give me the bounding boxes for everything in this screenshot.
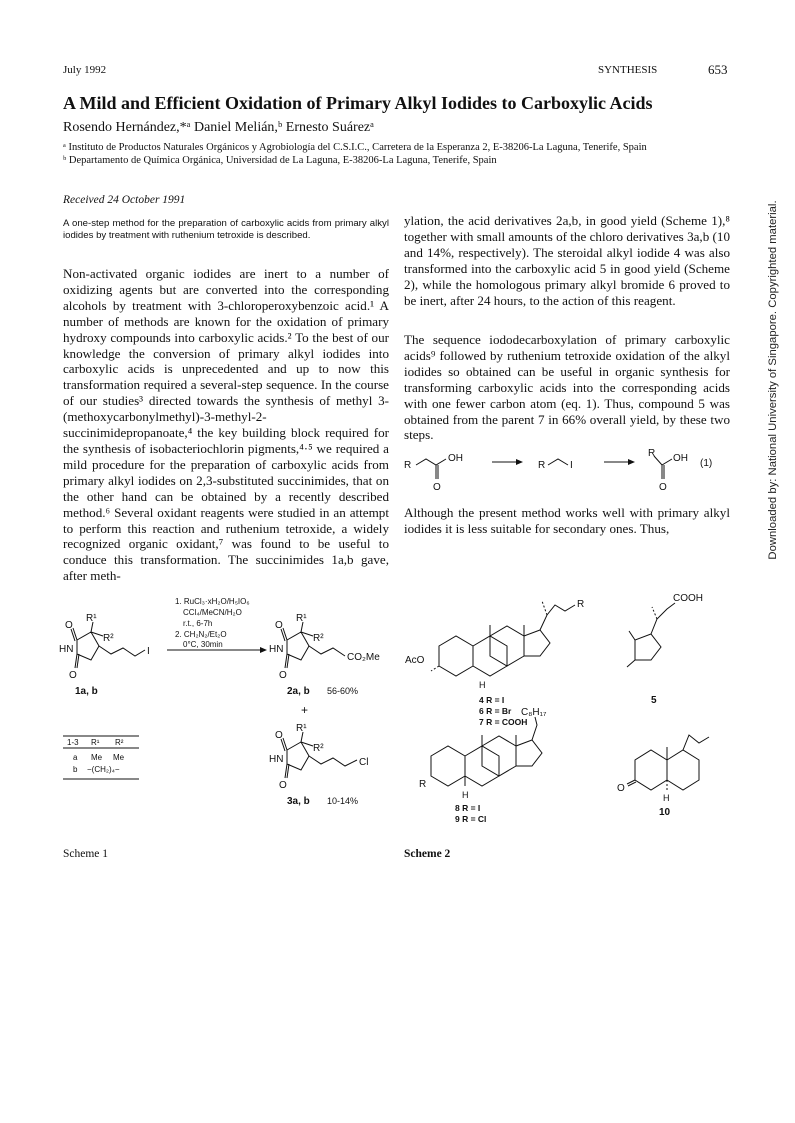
condition-2: CCl₄/MeCN/H₂O xyxy=(183,608,242,617)
authors: Rosendo Hernández,*ᵃ Daniel Melián,ᵇ Ernesto Suárezᵃ xyxy=(63,120,374,135)
compound-5-ring xyxy=(635,634,661,660)
steroid-a-r: R xyxy=(577,599,585,610)
table-row-a-r2: Me xyxy=(113,753,125,762)
compound-5-cooh: COOH xyxy=(673,593,703,604)
affiliation-b: ᵇ Departamento de Química Orgánica, Universidad de La Laguna, E-38206-La Laguna, Tenerife, Spain xyxy=(63,155,497,166)
steroid-a-ring-a xyxy=(439,636,473,676)
download-notice xyxy=(758,80,788,680)
compound-1-label: 1a, b xyxy=(75,686,98,697)
c1-r2: R² xyxy=(103,633,114,644)
header-page-number: 653 xyxy=(708,62,728,77)
scheme-2 xyxy=(405,555,750,855)
c2-o-bottom: O xyxy=(279,670,287,681)
c1-hn: HN xyxy=(59,644,74,655)
succinimide-ring-3 xyxy=(287,742,309,770)
compound-7-label: 7 R = COOH xyxy=(479,717,528,727)
table-row-b-id: b xyxy=(73,765,78,774)
c2-co2me: CO₂Me xyxy=(347,652,380,663)
eq-i2: I xyxy=(570,460,573,471)
compound-3-yield: 10-14% xyxy=(327,796,359,806)
c3-r1: R¹ xyxy=(296,723,307,734)
c3-cl: Cl xyxy=(359,757,369,768)
compound-10-o: O xyxy=(617,783,625,794)
c3-hn: HN xyxy=(269,754,284,765)
equation-1 xyxy=(404,448,734,498)
compound-10-h: H xyxy=(663,793,670,803)
succinimide-ring-1 xyxy=(77,632,99,660)
header-date: July 1992 xyxy=(63,64,107,76)
condition-3: r.t., 6-7h xyxy=(183,619,213,628)
c1-o-top: O xyxy=(65,620,73,631)
compound-5-label: 5 xyxy=(651,695,657,706)
scheme-1-caption: Scheme 1 xyxy=(63,848,109,860)
body-paragraph-right-1: ylation, the acid derivatives 2a,b, in good yield (Scheme 1),⁸ together with small amounts of the chloro derivatives 3a,b (10 and 14%, respectively). The steroidal alkyl iodide 4 was also transformed into the carboxylic acid 5 in good yield (Scheme 2), while the homologous primary alkyl bromide 6 proved to be inert, after 24 hours, to the action of this reagent. xyxy=(404,213,730,308)
c2-o-top: O xyxy=(275,620,283,631)
compound-10-label: 10 xyxy=(659,807,671,818)
c1-o-bottom: O xyxy=(69,670,77,681)
c1-i: I xyxy=(147,646,150,657)
steroid-b-h: H xyxy=(462,790,469,800)
steroid-a-aco: AcO xyxy=(405,655,425,666)
download-notice-text: Downloaded by: National University of Singapore. Copyrighted material. xyxy=(767,200,779,560)
table-header-r2: R² xyxy=(115,738,124,747)
eq-oh3: OH xyxy=(673,453,688,464)
eq-chain-1 xyxy=(416,459,446,465)
body-paragraph-right-3: Although the present method works well with primary alkyl iodides it is less suitable for secondary ones. Thus, xyxy=(404,505,730,536)
header-journal: SYNTHESIS xyxy=(598,64,658,76)
received-date: Received 24 October 1991 xyxy=(63,194,186,206)
condition-4: 2. CH₂N₂/Et₂O xyxy=(175,630,227,639)
eq-number: (1) xyxy=(700,458,713,469)
c2-hn: HN xyxy=(269,644,284,655)
c1-r1: R¹ xyxy=(86,613,97,624)
body-paragraph-left: Non-activated organic iodides are inert to a number of oxidizing agents but are converted into the corresponding alcohols by treatment with 3-chloroperoxybenzoic acid.¹ A number of methods are known for the oxidation of primary hydroxy compounds into carboxylic acids.² To the best of our knowledge the conversion of primary alkyl iodides into carboxylic acids is unprecedented and up to now this transformation required a several-step sequence. In the course of our studies³ directed towards the synthesis of methyl 3-(methoxycarbonylmethyl)-3-methyl-2-succinimidepropanoate,⁴ the key building block required for the synthesis of isobacteriochlorin pigments,⁴·⁵ we required a mild procedure for the preparation of carboxylic acids from primary alkyl iodides on 2,3-substituted succinimides, that on the other hand can be obtained by a recently described method.⁶ Several oxidant reagents were studied in an attempt to perform this reaction and ruthenium tetroxide, a widely recognized organic oxidant,⁷ was found to be useful to conduce this transformation. The succinimides 1a,b gave, after meth- xyxy=(63,266,389,584)
body-paragraph-right-2: The sequence iododecarboxylation of primary carboxylic acids⁹ followed by ruthenium tetroxide oxidation of the alkyl iodides so obtained can be useful in organic synthesis for transforming carboxylic acids into the corresponding acids with one fewer carbon atom (eq. 1). Thus, compound 5 was obtained from the parent 7 in 66% overall yield, by these two steps. xyxy=(404,332,730,443)
c3-r2: R² xyxy=(313,743,324,754)
compound-8-label: 8 R = I xyxy=(455,803,481,813)
article-title: A Mild and Efficient Oxidation of Primary Alkyl Iodides to Carboxylic Acids xyxy=(63,93,653,113)
steroid-a-h: H xyxy=(479,680,486,690)
compound-9-label: 9 R = Cl xyxy=(455,814,487,824)
c3-o-bottom: O xyxy=(279,780,287,791)
steroid-b-r: R xyxy=(419,779,427,790)
eq-o3: O xyxy=(659,482,667,493)
c3-o-top: O xyxy=(275,730,283,741)
table-header-compound: 1-3 xyxy=(67,738,79,747)
abstract: A one-step method for the preparation of carboxylic acids from primary alkyl iodides by treatment with ruthenium tetroxide is described. xyxy=(63,218,389,241)
eq-oh1: OH xyxy=(448,453,463,464)
plus-sign: + xyxy=(301,703,309,717)
compound-4-label: 4 R = I xyxy=(479,695,505,705)
affiliation-a: ᵃ Instituto de Productos Naturales Orgánicos y Agrobiología del C.S.I.C., Carretera de la Esperanza 2, E-38206-La Laguna, Tenerife, Spain xyxy=(63,142,647,153)
steroid-b-c8h17: C₈H₁₇ xyxy=(521,707,547,718)
eq-r1: R xyxy=(404,460,412,471)
steroid-b-ring-a xyxy=(431,746,465,786)
table-row-a-r1: Me xyxy=(91,753,103,762)
compound-3-label: 3a, b xyxy=(287,796,310,807)
c2-r2: R² xyxy=(313,633,324,644)
eq-o1: O xyxy=(433,482,441,493)
compound-2-yield: 56-60% xyxy=(327,686,359,696)
scheme-1 xyxy=(55,590,400,825)
c2-r1: R¹ xyxy=(296,613,307,624)
condition-5: 0°C, 30min xyxy=(183,640,223,649)
table-row-a-id: a xyxy=(73,753,78,762)
succinimide-ring-2 xyxy=(287,632,309,660)
compound-2-label: 2a, b xyxy=(287,686,310,697)
compound-6-label: 6 R = Br xyxy=(479,706,512,716)
table-header-r1: R¹ xyxy=(91,738,100,747)
scheme-2-caption: Scheme 2 xyxy=(404,848,451,860)
table-row-b-r1r2: −(CH₂)₄− xyxy=(87,765,120,774)
condition-1: 1. RuCl₃·xH₂O/H₅IO₆ xyxy=(175,597,250,606)
eq-r3: R xyxy=(648,448,656,459)
eq-r2: R xyxy=(538,460,546,471)
compound-10-ring-a xyxy=(635,750,667,790)
